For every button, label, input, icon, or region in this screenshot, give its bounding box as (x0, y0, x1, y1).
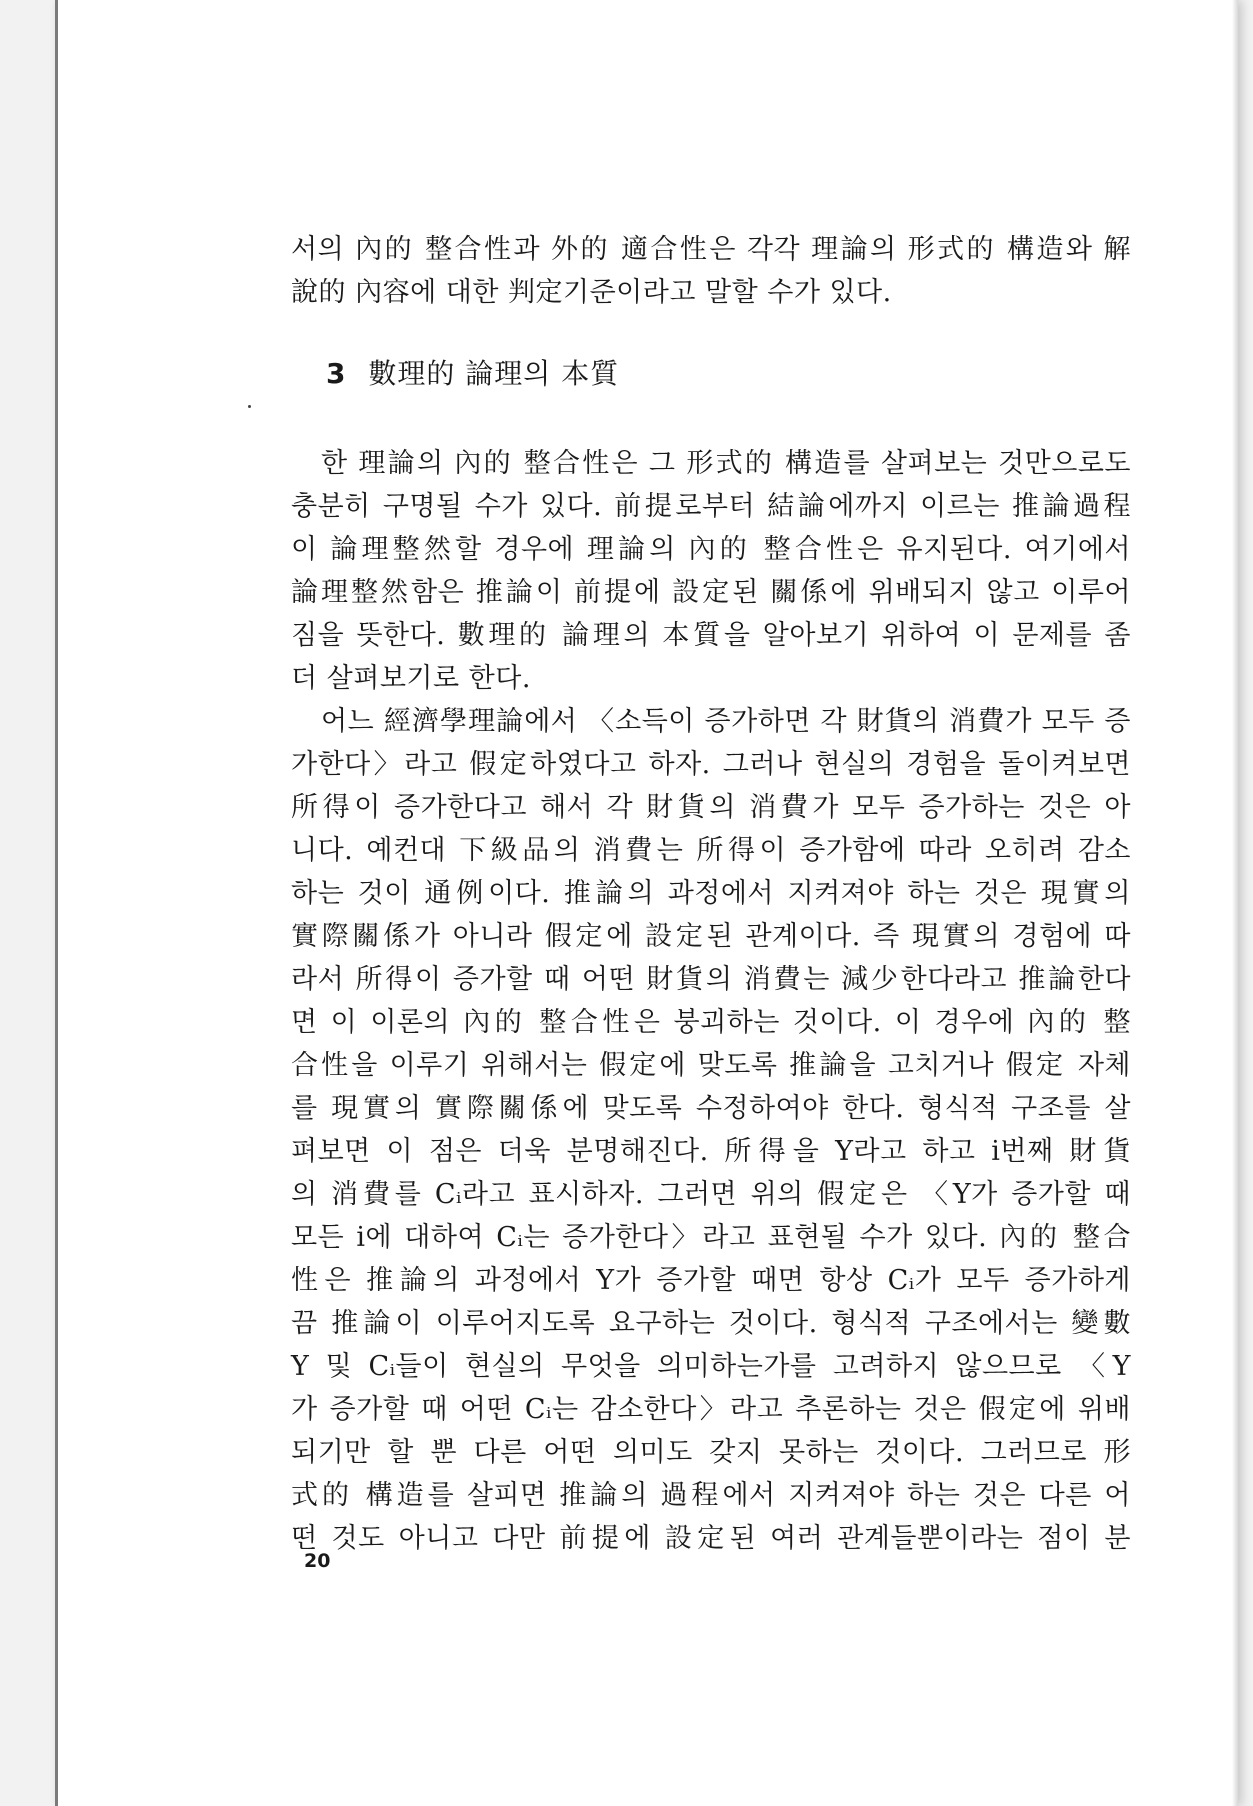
section-number: 3 (326, 357, 347, 390)
scan-speck (248, 405, 251, 408)
page-number: 20 (304, 1550, 331, 1572)
paragraph-3-line: 合性을 이루기 위해서는 假定에 맞도록 推論을 고치거나 假定 자체 (291, 1050, 1131, 1081)
paragraph-3 (291, 700, 1131, 1560)
paragraph-3-line: 가한다〉라고 假定하였다고 하자. 그러나 현실의 경험을 돌이켜보면 (291, 749, 1131, 780)
paragraph-3-line: 니다. 예컨대 下級品의 消費는 所得이 증가함에 따라 오히려 감소 (291, 835, 1131, 866)
paragraph-2-line: 이 論理整然할 경우에 理論의 內的 整合性은 유지된다. 여기에서 (291, 534, 1131, 565)
paragraph-3-line: 펴보면 이 점은 더욱 분명해진다. 所得을 Y라고 하고 i번째 財貨 (291, 1136, 1131, 1167)
paragraph-3-line: 되기만 할 뿐 다른 어떤 의미도 갖지 못하는 것이다. 그러므로 形 (291, 1437, 1131, 1468)
page-edge-shadow (1232, 0, 1238, 1806)
paragraph-3-line: 면 이 이론의 內的 整合性은 붕괴하는 것이다. 이 경우에 內的 整 (291, 1007, 1131, 1038)
paragraph-1-line: 서의 內的 整合性과 外的 適合性은 각각 理論의 形式的 構造와 解 (291, 234, 1131, 265)
paragraph-3-line: 의 消費를 Cᵢ라고 표시하자. 그러면 위의 假定은 〈Y가 증가할 때 (291, 1179, 1131, 1210)
paragraph-3-line: 實際關係가 아니라 假定에 設定된 관계이다. 즉 現實의 경험에 따 (291, 921, 1131, 952)
paragraph-3-line: Y 및 Cᵢ들이 현실의 무엇을 의미하는가를 고려하지 않으므로 〈Y (291, 1351, 1131, 1382)
paragraph-1 (291, 228, 1131, 314)
paragraph-3-line: 떤 것도 아니고 다만 前提에 設定된 여러 관계들뿐이라는 점이 분 (291, 1523, 1131, 1554)
book-page (55, 0, 1238, 1806)
section-title: 數理的 論理의 本質 (368, 357, 620, 390)
paragraph-3-line: 가 증가할 때 어떤 Cᵢ는 감소한다〉라고 추론하는 것은 假定에 위배 (291, 1394, 1131, 1425)
paragraph-2-line: 더 살펴보기로 한다. (291, 663, 531, 694)
paragraph-3-line: 所得이 증가한다고 해서 각 財貨의 消費가 모두 증가하는 것은 아 (291, 792, 1131, 823)
paragraph-2-line: 충분히 구명될 수가 있다. 前提로부터 結論에까지 이르는 推論過程 (291, 491, 1131, 522)
paragraph-2-line: 한 理論의 內的 整合性은 그 形式的 構造를 살펴보는 것만으로도 (321, 448, 1131, 479)
paragraph-3-line: 모든 i에 대하여 Cᵢ는 증가한다〉라고 표현될 수가 있다. 內的 整合 (291, 1222, 1131, 1253)
paragraph-2 (291, 442, 1131, 700)
paragraph-3-line: 라서 所得이 증가할 때 어떤 財貨의 消費는 減少한다라고 推論한다 (291, 964, 1131, 995)
paragraph-3-line: 性은 推論의 과정에서 Y가 증가할 때면 항상 Cᵢ가 모두 증가하게 (291, 1265, 1131, 1296)
paragraph-3-line: 하는 것이 通例이다. 推論의 과정에서 지켜져야 하는 것은 現實의 (291, 878, 1131, 909)
paragraph-1-line: 說的 內容에 대한 判定기준이라고 말할 수가 있다. (291, 277, 892, 308)
paragraph-3-line: 를 現實의 實際關係에 맞도록 수정하여야 한다. 형식적 구조를 살 (291, 1093, 1131, 1124)
paragraph-3-line: 어느 經濟學理論에서 〈소득이 증가하면 각 財貨의 消費가 모두 증 (321, 706, 1131, 737)
paragraph-2-line: 짐을 뜻한다. 數理的 論理의 本質을 알아보기 위하여 이 문제를 좀 (291, 620, 1131, 651)
paragraph-3-line: 끔 推論이 이루어지도록 요구하는 것이다. 형식적 구조에서는 變數 (291, 1308, 1131, 1339)
section-heading (326, 352, 619, 392)
paragraph-3-line: 式的 構造를 살피면 推論의 過程에서 지켜져야 하는 것은 다른 어 (291, 1480, 1131, 1511)
paragraph-2-line: 論理整然함은 推論이 前提에 設定된 關係에 위배되지 않고 이루어 (291, 577, 1131, 608)
